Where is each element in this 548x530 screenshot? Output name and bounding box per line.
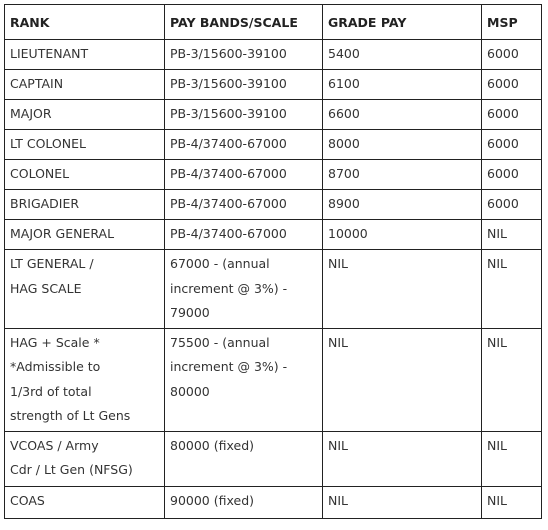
rank-cell: LT GENERAL / HAG SCALE <box>5 250 165 329</box>
msp-cell: 6000 <box>482 190 542 220</box>
pay-band-cell: PB-3/15600-39100 <box>165 70 323 100</box>
grade-pay-cell: 8700 <box>323 160 482 190</box>
table-row <box>5 130 542 160</box>
header-pay-bands-scale: PAY BANDS/SCALE <box>165 5 323 40</box>
table-row <box>5 190 542 220</box>
grade-pay-cell: NIL <box>323 431 482 486</box>
msp-cell: NIL <box>482 328 542 431</box>
grade-pay-cell: 5400 <box>323 40 482 70</box>
pay-band-cell: PB-4/37400-67000 <box>165 160 323 190</box>
grade-pay-cell: NIL <box>323 250 482 329</box>
table-row <box>5 486 542 518</box>
rank-cell: HAG + Scale * *Admissible to 1/3rd of total strength of Lt Gens <box>5 328 165 431</box>
pay-band-cell: 67000 - (annual increment @ 3%) - 79000 <box>165 250 323 329</box>
grade-pay-cell: NIL <box>323 486 482 518</box>
pay-band-cell: PB-4/37400-67000 <box>165 220 323 250</box>
table-header-row <box>5 5 542 40</box>
grade-pay-cell: 8900 <box>323 190 482 220</box>
rank-cell: LT COLONEL <box>5 130 165 160</box>
grade-pay-cell: 8000 <box>323 130 482 160</box>
grade-pay-cell: 10000 <box>323 220 482 250</box>
msp-cell: NIL <box>482 220 542 250</box>
table-row <box>5 70 542 100</box>
msp-cell: NIL <box>482 250 542 329</box>
pay-scale-table <box>4 4 542 519</box>
table-row <box>5 40 542 70</box>
header-grade-pay: GRADE PAY <box>323 5 482 40</box>
table-row <box>5 431 542 486</box>
grade-pay-cell: 6600 <box>323 100 482 130</box>
msp-cell: 6000 <box>482 130 542 160</box>
pay-band-cell: 80000 (fixed) <box>165 431 323 486</box>
pay-band-cell: 75500 - (annual increment @ 3%) - 80000 <box>165 328 323 431</box>
grade-pay-cell: 6100 <box>323 70 482 100</box>
rank-cell: MAJOR <box>5 100 165 130</box>
msp-cell: 6000 <box>482 100 542 130</box>
rank-cell: CAPTAIN <box>5 70 165 100</box>
table-row <box>5 100 542 130</box>
table-row <box>5 328 542 431</box>
msp-cell: 6000 <box>482 40 542 70</box>
msp-cell: 6000 <box>482 70 542 100</box>
msp-cell: 6000 <box>482 160 542 190</box>
grade-pay-cell: NIL <box>323 328 482 431</box>
rank-cell: VCOAS / Army Cdr / Lt Gen (NFSG) <box>5 431 165 486</box>
pay-scale-table-container <box>4 4 542 519</box>
rank-cell: MAJOR GENERAL <box>5 220 165 250</box>
table-row <box>5 220 542 250</box>
pay-band-cell: 90000 (fixed) <box>165 486 323 518</box>
rank-cell: BRIGADIER <box>5 190 165 220</box>
header-msp: MSP <box>482 5 542 40</box>
msp-cell: NIL <box>482 486 542 518</box>
pay-band-cell: PB-4/37400-67000 <box>165 130 323 160</box>
pay-band-cell: PB-4/37400-67000 <box>165 190 323 220</box>
rank-cell: COAS <box>5 486 165 518</box>
table-row <box>5 250 542 329</box>
msp-cell: NIL <box>482 431 542 486</box>
pay-band-cell: PB-3/15600-39100 <box>165 100 323 130</box>
rank-cell: COLONEL <box>5 160 165 190</box>
header-rank: RANK <box>5 5 165 40</box>
rank-cell: LIEUTENANT <box>5 40 165 70</box>
pay-band-cell: PB-3/15600-39100 <box>165 40 323 70</box>
table-row <box>5 160 542 190</box>
